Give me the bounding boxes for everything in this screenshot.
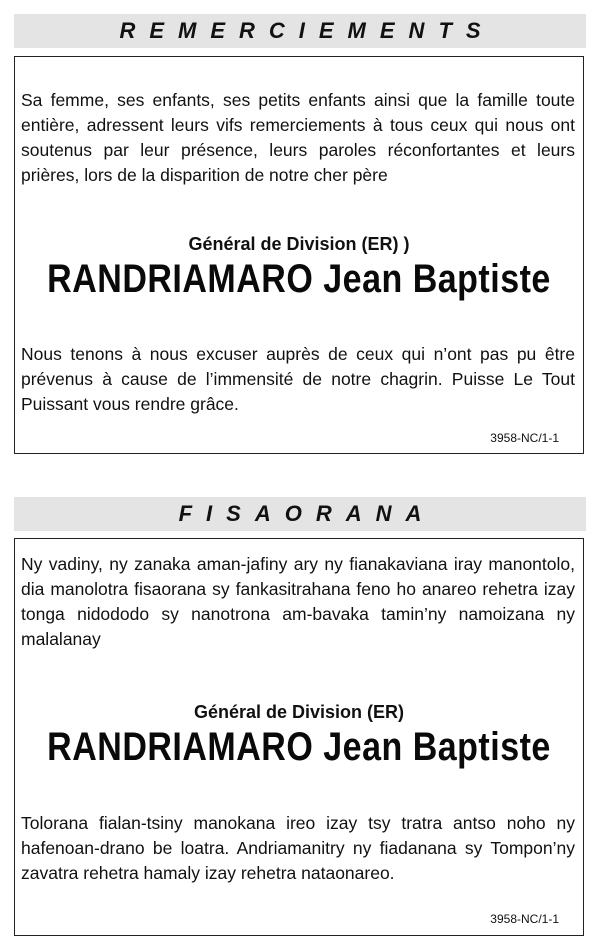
notice-intro-paragraph: Sa femme, ses enfants, ses petits enfants ainsi que la famille toute entière, adressent leurs vifs remerciements à tous ceux qui nous ont soutenus par leur présence, leurs paroles réconfortantes et leurs prières, lors de la disparition de notre cher père — [21, 90, 575, 185]
notice-box-malagasy — [14, 538, 584, 936]
notice-reference: 3958-NC/1-1 — [490, 912, 559, 926]
notice-reference: 3958-NC/1-1 — [490, 431, 559, 445]
notice-closing-paragraph: Nous tenons à nous excuser auprès de ceux qui n’ont pas pu être prévenus à cause de l’immensité de notre chagrin. Puisse Le Tout Puissant vous rendre grâce. — [21, 344, 575, 414]
deceased-rank: Général de Division (ER) — [193, 702, 405, 722]
notice-heading: REMERCIEMENTS — [119, 18, 495, 43]
notice-intro-paragraph: Ny vadiny, ny zanaka aman-jafiny ary ny fianakaviana iray manontolo, dia manolotra fisaorana sy fankasitrahana feno ho anareo rehetra izay tonga nidododo sy nanotrona am-bavaka tamin’ny namoizana ny malalanay — [21, 554, 575, 649]
notice-heading-band — [14, 14, 586, 48]
notice-heading-band — [14, 497, 586, 531]
notice-heading: FISAORANA — [178, 501, 436, 526]
deceased-rank: Général de Division (ER) ) — [188, 234, 410, 254]
deceased-name: RANDRIAMARO Jean Baptiste — [47, 256, 551, 302]
notice-closing-paragraph: Tolorana fialan-tsiny manokana ireo izay tsy tratra antso noho ny hafenoan-drano be loatra. Andriamanitry ny fiadanana sy Tompon’ny zavatra rehetra hamaly izay rehetra nataonareo. — [21, 813, 575, 883]
deceased-name: RANDRIAMARO Jean Baptiste — [47, 724, 551, 770]
notice-box-french — [14, 56, 584, 454]
